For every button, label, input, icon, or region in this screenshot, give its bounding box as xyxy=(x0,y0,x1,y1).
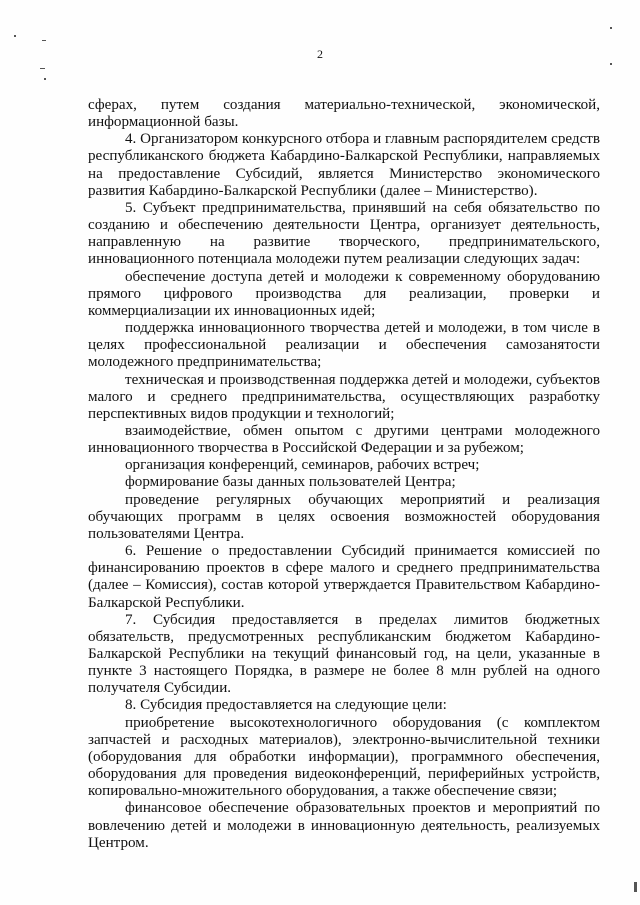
list-item: поддержка инновационного творчества детей и молодежи, в том числе в целях профессиональной реализации и обеспечения самозанятости молодежного предпринимательства; xyxy=(88,320,600,371)
paragraph: 4. Организатором конкурсного отбора и главным распорядителем средств республиканского бюджета Кабардино-Балкарской Республики, направляемых на предоставление Субсидий, является Министерство экономического развития Кабардино-Балкарской Республики (далее – Министерство). xyxy=(88,131,600,199)
page-number: 2 xyxy=(317,47,323,61)
paragraph: 6. Решение о предоставлении Субсидий принимается комиссией по финансированию проектов в сфере малого и среднего предпринимательства (далее – Комиссия), состав которой утверждается Правительством Кабардино-Балкарской Республики. xyxy=(88,543,600,611)
list-item: техническая и производственная поддержка детей и молодежи, субъектов малого и среднего предпринимательства, осуществляющих разработку перспективных видов продукции и технологий; xyxy=(88,371,600,422)
list-item: формирование базы данных пользователей Центра; xyxy=(125,474,456,491)
list-item: обеспечение доступа детей и молодежи к современному оборудованию прямого цифрового производства для реализации, проверки и коммерциализации их инновационных идей; xyxy=(88,268,600,319)
list-item: организация конференций, семинаров, рабочих встреч; xyxy=(125,457,480,474)
list-item: финансовое обеспечение образовательных проектов и мероприятий по вовлечению детей и молодежи в инновационную деятельность, реализуемых Центром. xyxy=(88,800,600,851)
paragraph: 7. Субсидия предоставляется в пределах лимитов бюджетных обязательств, предусмотренных республиканским бюджетом Кабардино-Балкарской Республики на текущий финансовый год, на цели, указанные в пункте 3 настоящего Порядка, в размере не более 8 млн рублей на одного получателя Субсидии. xyxy=(88,611,600,697)
paragraph: сферах, путем создания материально-технической, экономической, информационной базы. xyxy=(88,97,600,131)
list-item: проведение регулярных обучающих мероприятий и реализация обучающих программ в целях освоения возможностей оборудования пользователями Центра. xyxy=(88,491,600,542)
document-body xyxy=(88,97,600,852)
paragraph: 5. Субъект предпринимательства, принявший на себя обязательство по созданию и обеспечению деятельности Центра, организует деятельность, направленную на развитие творческого, предпринимательского, инновационного потенциала молодежи путем реализации следующих задач: xyxy=(88,199,600,268)
list-item: приобретение высокотехнологичного оборудования (с комплектом запчастей и расходных материалов), электронно-вычислительной техники (оборудования для обработки информации), программного обеспечения, оборудования для проведения видеоконференций, периферийных устройств, копировально-множительного оборудования, а также обеспечение связи; xyxy=(88,714,600,800)
paragraph: 8. Субсидия предоставляется на следующие цели: xyxy=(125,697,447,714)
list-item: взаимодействие, обмен опытом с другими центрами молодежного инновационного творчества в Российской Федерации и за рубежом; xyxy=(88,422,600,457)
